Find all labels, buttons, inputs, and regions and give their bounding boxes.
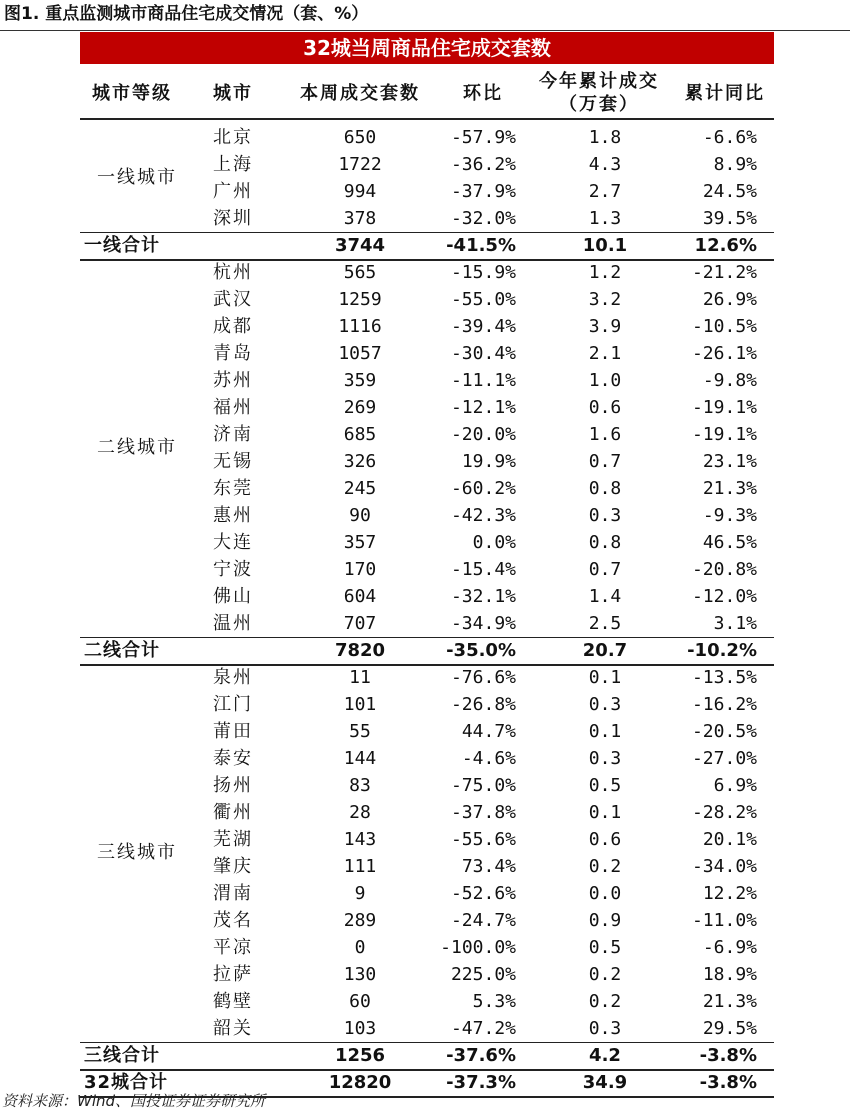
- ytd-cumulative: 0.2: [588, 991, 622, 1012]
- week-on-week: -37.8%: [450, 802, 516, 823]
- week-on-week: -11.1%: [450, 370, 516, 391]
- grand-total-hb: -37.3%: [446, 1072, 516, 1093]
- ytd-yoy: 26.9%: [702, 289, 757, 310]
- week-on-week: 73.4%: [461, 856, 516, 877]
- city-name: 惠州: [213, 505, 253, 526]
- header-cumulative-line1: 今年累计成交: [539, 71, 659, 92]
- weekly-units: 111: [343, 856, 377, 877]
- city-name: 芜湖: [213, 829, 253, 850]
- city-name: 茂名: [213, 910, 253, 931]
- weekly-units: 994: [343, 181, 377, 202]
- grand-total-cum: 34.9: [582, 1072, 628, 1093]
- week-on-week: -76.6%: [450, 667, 516, 688]
- weekly-units: 357: [343, 532, 377, 553]
- subtotal-units: 7820: [334, 640, 386, 661]
- weekly-units: 650: [343, 127, 377, 148]
- ytd-yoy: 21.3%: [702, 478, 757, 499]
- subtotal-hb: -35.0%: [446, 640, 516, 661]
- ytd-yoy: 46.5%: [702, 532, 757, 553]
- weekly-units: 28: [349, 802, 371, 823]
- city-name: 无锡: [213, 451, 253, 472]
- ytd-cumulative: 0.9: [588, 910, 622, 931]
- week-on-week: -57.9%: [450, 127, 516, 148]
- grand-total-label: 32城合计: [84, 1072, 169, 1093]
- ytd-cumulative: 2.1: [588, 343, 622, 364]
- subtotal-cum: 10.1: [582, 235, 628, 256]
- city-name: 衢州: [213, 802, 253, 823]
- week-on-week: -34.9%: [450, 613, 516, 634]
- week-on-week: -15.9%: [450, 262, 516, 283]
- week-on-week: -20.0%: [450, 424, 516, 445]
- weekly-units: 60: [349, 991, 371, 1012]
- city-name: 东莞: [213, 478, 253, 499]
- weekly-units: 144: [343, 748, 377, 769]
- subtotal-label: 一线合计: [84, 235, 160, 256]
- ytd-yoy: 24.5%: [702, 181, 757, 202]
- week-on-week: -24.7%: [450, 910, 516, 931]
- weekly-units: 55: [349, 721, 371, 742]
- city-name: 韶关: [213, 1018, 253, 1039]
- city-name: 济南: [213, 424, 253, 445]
- city-name: 江门: [213, 694, 253, 715]
- ytd-cumulative: 0.5: [588, 937, 622, 958]
- ytd-cumulative: 0.3: [588, 694, 622, 715]
- weekly-units: 604: [343, 586, 377, 607]
- city-name: 成都: [213, 316, 253, 337]
- ytd-yoy: -27.0%: [691, 748, 757, 769]
- city-name: 北京: [213, 127, 253, 148]
- week-on-week: -55.6%: [450, 829, 516, 850]
- ytd-cumulative: 1.4: [588, 586, 622, 607]
- weekly-units: 90: [349, 505, 371, 526]
- header-units: 本周成交套数: [300, 82, 420, 104]
- ytd-yoy: 23.1%: [702, 451, 757, 472]
- header-hb: 环比: [463, 82, 503, 104]
- week-on-week: -36.2%: [450, 154, 516, 175]
- week-on-week: -100.0%: [440, 937, 516, 958]
- weekly-units: 130: [343, 964, 377, 985]
- ytd-yoy: 18.9%: [702, 964, 757, 985]
- ytd-cumulative: 0.8: [588, 478, 622, 499]
- header-tier: 城市等级: [92, 82, 172, 104]
- week-on-week: 44.7%: [461, 721, 516, 742]
- city-name: 平凉: [213, 937, 253, 958]
- city-name: 福州: [213, 397, 253, 418]
- city-name: 上海: [213, 154, 253, 175]
- ytd-yoy: -16.2%: [691, 694, 757, 715]
- subtotal-units: 1256: [334, 1045, 386, 1066]
- city-name: 苏州: [213, 370, 253, 391]
- subtotal-hb: -41.5%: [446, 235, 516, 256]
- subtotal-yoy: -3.8%: [699, 1045, 757, 1066]
- ytd-yoy: -6.9%: [702, 937, 757, 958]
- week-on-week: 225.0%: [450, 964, 516, 985]
- header-cumulative: [524, 70, 674, 116]
- city-name: 莆田: [213, 721, 253, 742]
- ytd-yoy: 6.9%: [713, 775, 757, 796]
- weekly-units: 83: [349, 775, 371, 796]
- city-name: 杭州: [213, 262, 253, 283]
- grand-total-units: 12820: [328, 1072, 392, 1093]
- ytd-cumulative: 0.7: [588, 559, 622, 580]
- ytd-cumulative: 0.3: [588, 748, 622, 769]
- week-on-week: -12.1%: [450, 397, 516, 418]
- week-on-week: -55.0%: [450, 289, 516, 310]
- city-name: 温州: [213, 613, 253, 634]
- subtotal-row: [80, 232, 774, 259]
- subtotal-label: 三线合计: [84, 1045, 160, 1066]
- ytd-cumulative: 1.2: [588, 262, 622, 283]
- subtotal-cum: 4.2: [589, 1045, 621, 1066]
- weekly-units: 1259: [338, 289, 382, 310]
- ytd-cumulative: 1.6: [588, 424, 622, 445]
- week-on-week: -15.4%: [450, 559, 516, 580]
- ytd-cumulative: 0.3: [588, 505, 622, 526]
- weekly-units: 326: [343, 451, 377, 472]
- ytd-yoy: -19.1%: [691, 424, 757, 445]
- city-name: 泰安: [213, 748, 253, 769]
- ytd-yoy: -34.0%: [691, 856, 757, 877]
- week-on-week: -75.0%: [450, 775, 516, 796]
- ytd-yoy: 29.5%: [702, 1018, 757, 1039]
- week-on-week: -52.6%: [450, 883, 516, 904]
- week-on-week: 19.9%: [461, 451, 516, 472]
- week-on-week: -4.6%: [461, 748, 516, 769]
- ytd-cumulative: 0.1: [588, 721, 622, 742]
- header-cumulative-line2: （万套）: [559, 94, 639, 115]
- weekly-units: 707: [343, 613, 377, 634]
- subtotal-hb: -37.6%: [446, 1045, 516, 1066]
- ytd-cumulative: 0.5: [588, 775, 622, 796]
- ytd-cumulative: 0.1: [588, 667, 622, 688]
- city-name: 青岛: [213, 343, 253, 364]
- table-banner: 32城当周商品住宅成交套数: [80, 32, 774, 64]
- ytd-yoy: -20.5%: [691, 721, 757, 742]
- city-name: 泉州: [213, 667, 253, 688]
- week-on-week: -26.8%: [450, 694, 516, 715]
- ytd-yoy: -21.2%: [691, 262, 757, 283]
- ytd-yoy: -9.3%: [702, 505, 757, 526]
- city-name: 肇庆: [213, 856, 253, 877]
- weekly-units: 269: [343, 397, 377, 418]
- ytd-cumulative: 0.6: [588, 397, 622, 418]
- tier-label: 二线城市: [97, 437, 177, 458]
- ytd-yoy: 8.9%: [713, 154, 757, 175]
- ytd-yoy: -26.1%: [691, 343, 757, 364]
- weekly-units: 9: [354, 883, 366, 904]
- tier-label: 三线城市: [97, 842, 177, 863]
- subtotal-cum: 20.7: [582, 640, 628, 661]
- weekly-units: 103: [343, 1018, 377, 1039]
- weekly-units: 359: [343, 370, 377, 391]
- week-on-week: -37.9%: [450, 181, 516, 202]
- ytd-cumulative: 3.2: [588, 289, 622, 310]
- week-on-week: -42.3%: [450, 505, 516, 526]
- ytd-yoy: -28.2%: [691, 802, 757, 823]
- weekly-units: 143: [343, 829, 377, 850]
- city-name: 扬州: [213, 775, 253, 796]
- header-rule: [80, 118, 774, 120]
- grand-total-yoy: -3.8%: [699, 1072, 757, 1093]
- ytd-yoy: -13.5%: [691, 667, 757, 688]
- week-on-week: -60.2%: [450, 478, 516, 499]
- city-name: 武汉: [213, 289, 253, 310]
- ytd-cumulative: 3.9: [588, 316, 622, 337]
- ytd-cumulative: 1.3: [588, 208, 622, 229]
- ytd-yoy: 12.2%: [702, 883, 757, 904]
- figure-title: 图1. 重点监测城市商品住宅成交情况（套、%）: [4, 4, 369, 24]
- ytd-cumulative: 0.8: [588, 532, 622, 553]
- ytd-yoy: 3.1%: [713, 613, 757, 634]
- header-city: 城市: [213, 82, 253, 104]
- week-on-week: 0.0%: [472, 532, 516, 553]
- weekly-units: 1116: [338, 316, 382, 337]
- weekly-units: 685: [343, 424, 377, 445]
- subtotal-row: [80, 1042, 774, 1069]
- ytd-cumulative: 4.3: [588, 154, 622, 175]
- ytd-cumulative: 1.0: [588, 370, 622, 391]
- weekly-units: 11: [349, 667, 371, 688]
- ytd-cumulative: 0.1: [588, 802, 622, 823]
- week-on-week: -32.0%: [450, 208, 516, 229]
- ytd-yoy: -19.1%: [691, 397, 757, 418]
- weekly-units: 378: [343, 208, 377, 229]
- ytd-yoy: -12.0%: [691, 586, 757, 607]
- ytd-yoy: -6.6%: [702, 127, 757, 148]
- ytd-yoy: -20.8%: [691, 559, 757, 580]
- week-on-week: -32.1%: [450, 586, 516, 607]
- city-name: 深圳: [213, 208, 253, 229]
- ytd-cumulative: 0.2: [588, 964, 622, 985]
- ytd-yoy: 21.3%: [702, 991, 757, 1012]
- ytd-cumulative: 0.2: [588, 856, 622, 877]
- weekly-units: 289: [343, 910, 377, 931]
- city-name: 大连: [213, 532, 253, 553]
- weekly-units: 565: [343, 262, 377, 283]
- ytd-cumulative: 2.7: [588, 181, 622, 202]
- weekly-units: 101: [343, 694, 377, 715]
- subtotal-units: 3744: [334, 235, 386, 256]
- ytd-cumulative: 0.6: [588, 829, 622, 850]
- city-name: 鹤壁: [213, 991, 253, 1012]
- ytd-cumulative: 2.5: [588, 613, 622, 634]
- ytd-yoy: 20.1%: [702, 829, 757, 850]
- weekly-units: 245: [343, 478, 377, 499]
- ytd-cumulative: 0.0: [588, 883, 622, 904]
- city-name: 广州: [213, 181, 253, 202]
- city-name: 宁波: [213, 559, 253, 580]
- city-name: 佛山: [213, 586, 253, 607]
- ytd-yoy: -11.0%: [691, 910, 757, 931]
- title-rule: [0, 30, 850, 31]
- source-note: 资料来源：Wind、国投证券证券研究所: [2, 1092, 266, 1110]
- subtotal-yoy: 12.6%: [694, 235, 757, 256]
- subtotal-yoy: -10.2%: [687, 640, 757, 661]
- week-on-week: 5.3%: [472, 991, 516, 1012]
- weekly-units: 0: [354, 937, 366, 958]
- week-on-week: -39.4%: [450, 316, 516, 337]
- tier-label: 一线城市: [97, 167, 177, 188]
- city-name: 拉萨: [213, 964, 253, 985]
- ytd-yoy: -10.5%: [691, 316, 757, 337]
- ytd-cumulative: 0.7: [588, 451, 622, 472]
- ytd-cumulative: 0.3: [588, 1018, 622, 1039]
- weekly-units: 1057: [338, 343, 382, 364]
- ytd-yoy: -9.8%: [702, 370, 757, 391]
- weekly-units: 170: [343, 559, 377, 580]
- weekly-units: 1722: [338, 154, 382, 175]
- subtotal-label: 二线合计: [84, 640, 160, 661]
- ytd-yoy: 39.5%: [702, 208, 757, 229]
- subtotal-row: [80, 637, 774, 664]
- ytd-cumulative: 1.8: [588, 127, 622, 148]
- header-yoy: 累计同比: [685, 82, 765, 104]
- city-name: 渭南: [213, 883, 253, 904]
- week-on-week: -47.2%: [450, 1018, 516, 1039]
- week-on-week: -30.4%: [450, 343, 516, 364]
